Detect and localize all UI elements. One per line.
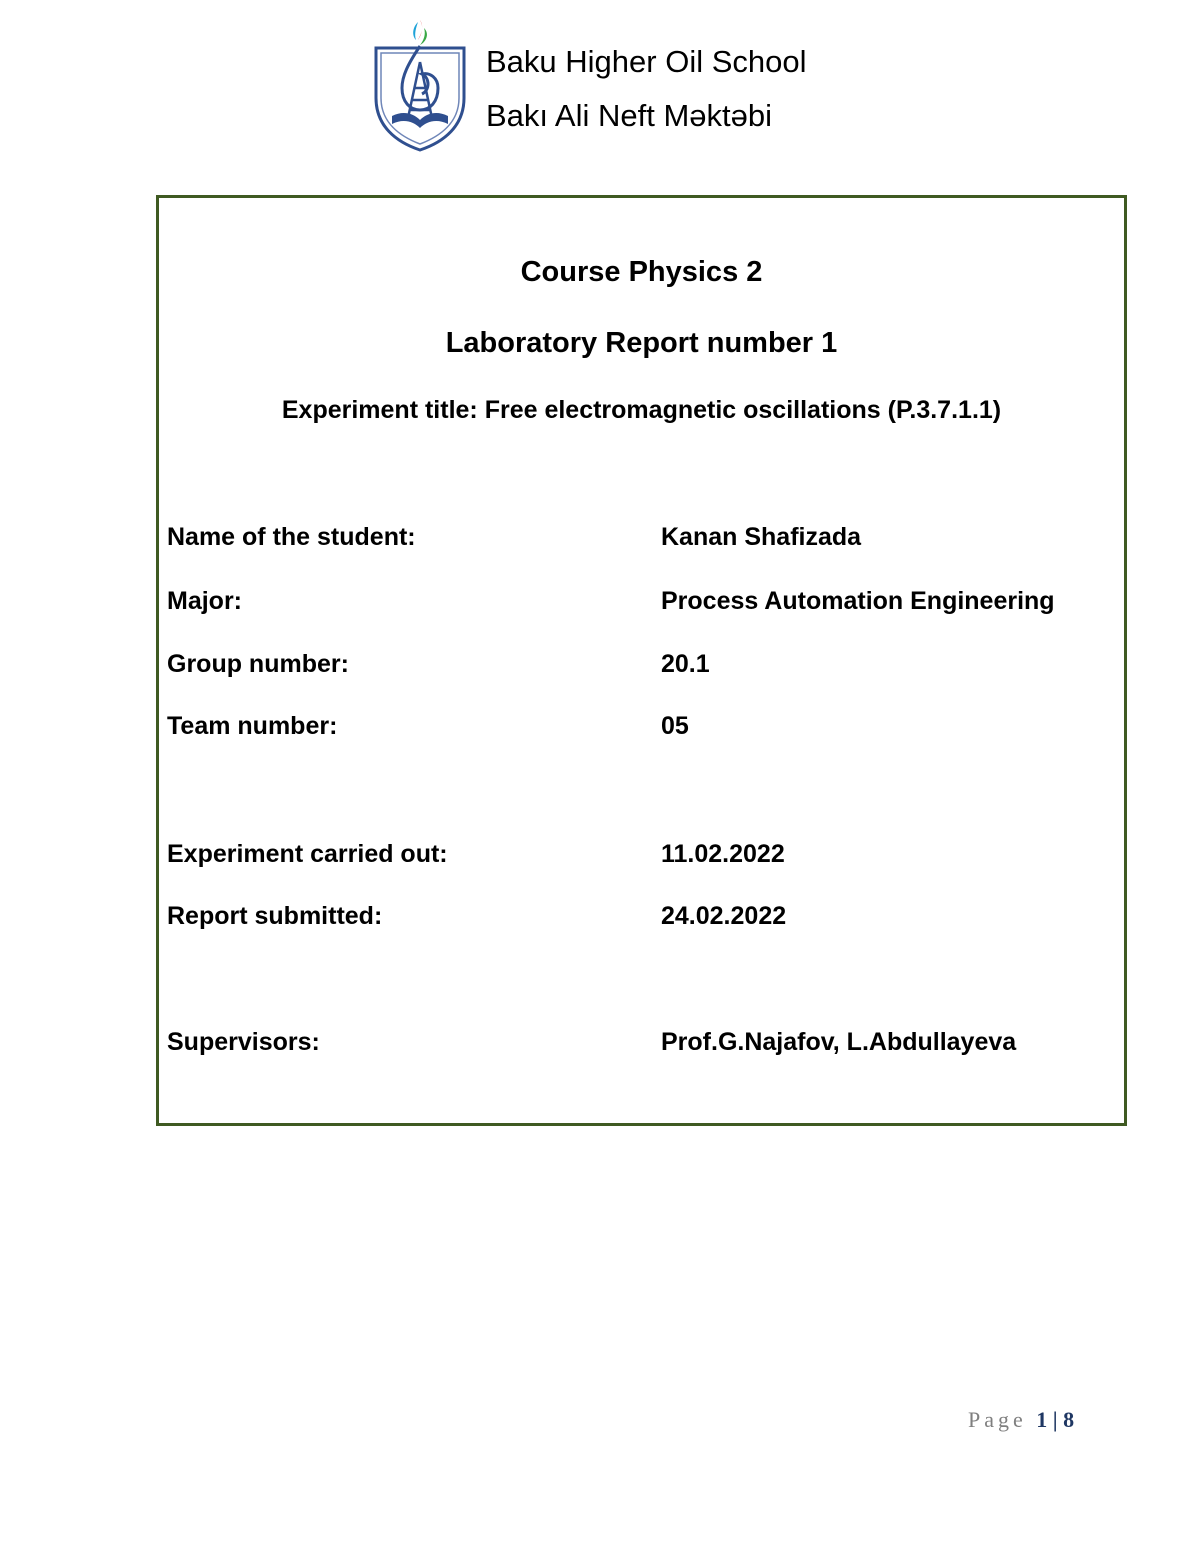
- current-page-number: 1: [1036, 1407, 1048, 1432]
- course-title: Course Physics 2: [520, 256, 763, 288]
- school-crest-icon: [372, 18, 468, 152]
- page-word: Page: [968, 1407, 1027, 1432]
- major-value: Process Automation Engineering: [661, 587, 1055, 615]
- submission-date-value: 24.02.2022: [661, 902, 787, 930]
- team-number-label: Team number:: [167, 712, 338, 740]
- submission-date-row: [167, 902, 1117, 936]
- supervisors-value: Prof.G.Najafov, L.Abdullayeva: [661, 1028, 1017, 1056]
- group-number-row: [167, 650, 1117, 684]
- major-label: Major:: [167, 587, 242, 615]
- school-name-english: Baku Higher Oil School: [486, 44, 807, 79]
- group-number-value: 20.1: [661, 650, 710, 678]
- report-title: Laboratory Report number 1: [445, 327, 838, 359]
- student-name-row: [167, 523, 1117, 557]
- total-pages-number: 8: [1063, 1407, 1075, 1432]
- experiment-date-row: [167, 840, 1117, 874]
- team-number-value: 05: [661, 712, 689, 740]
- supervisors-label: Supervisors:: [167, 1028, 320, 1056]
- student-name-label: Name of the student:: [167, 523, 416, 551]
- experiment-date-value: 11.02.2022: [661, 840, 785, 868]
- school-header: [372, 18, 832, 154]
- major-row: [167, 587, 1117, 621]
- submission-date-label: Report submitted:: [167, 902, 383, 930]
- cover-frame: [156, 195, 1127, 1126]
- team-number-row: [167, 712, 1117, 746]
- page-separator: |: [1052, 1407, 1058, 1432]
- supervisors-row: [167, 1028, 1117, 1062]
- experiment-title: Experiment title: Free electromagnetic oscillations (P.3.7.1.1): [281, 396, 1002, 424]
- school-name-azerbaijani: Bakı Ali Neft Məktəbi: [486, 98, 773, 133]
- page-number-footer: [968, 1407, 1074, 1433]
- group-number-label: Group number:: [167, 650, 349, 678]
- experiment-date-label: Experiment carried out:: [167, 840, 448, 868]
- student-name-value: Kanan Shafizada: [661, 523, 862, 551]
